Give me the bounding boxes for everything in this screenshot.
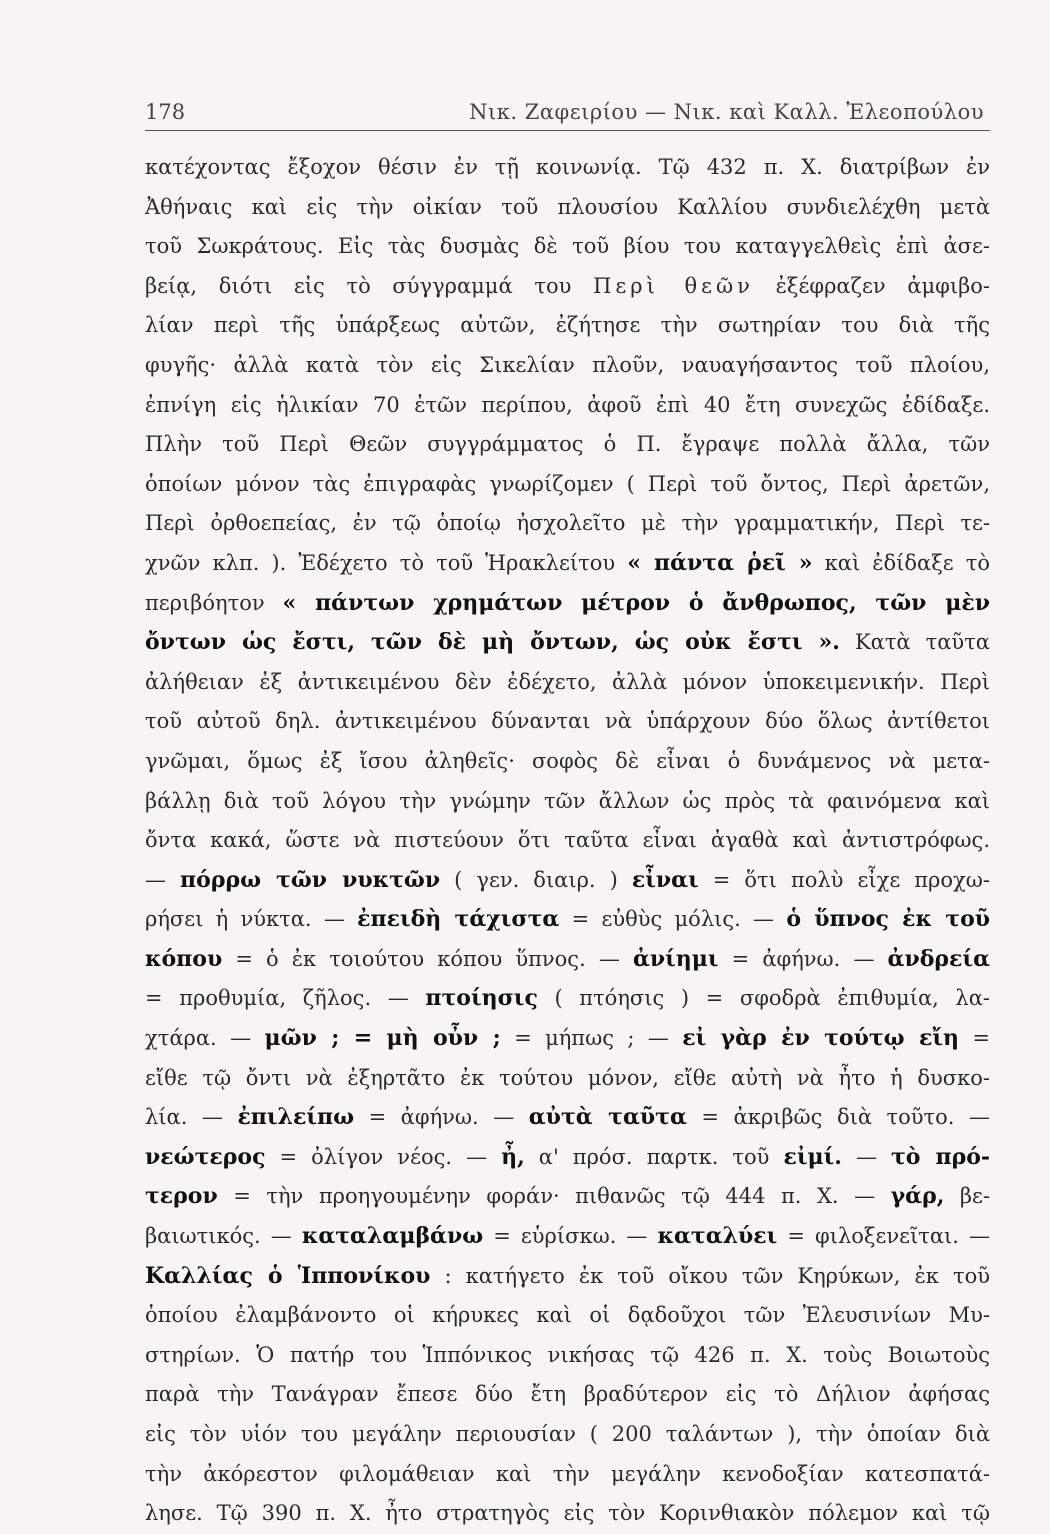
text-segment: λησε. Τῷ 390 π. Χ. ἦτο στρατηγὸς εἰς τὸν Κορινθιακὸν πόλεμον καὶ τῷ	[145, 1501, 990, 1526]
text-segment: γνῶμαι, ὅμως ἐξ ἴσου ἀληθεῖς· σοφὸς δὲ εἶναι ὁ δυνάμενος νὰ μετα-	[145, 748, 990, 773]
text-line	[145, 1098, 990, 1138]
text-segment: = τὴν προηγουμένην φοράν· πιθανῶς τῷ 444 π. Χ. —	[217, 1184, 891, 1209]
text-line	[145, 465, 990, 505]
text-segment: καὶ ἐδίδαξε τὸ	[812, 550, 990, 575]
running-title: Νικ. Ζαφειρίου — Νικ. καὶ Καλλ. Ἐλεοπούλου	[469, 100, 984, 124]
text-segment: = ὅτι πολὺ εἶχε προχω-	[698, 867, 990, 892]
bold-term: ἀνδρεία	[887, 945, 990, 972]
text-segment: : κατήγετο ἐκ τοῦ οἴκου τῶν Κηρύκων, ἐκ τοῦ	[430, 1263, 990, 1288]
text-line	[145, 1019, 990, 1059]
page-number: 178	[145, 100, 186, 124]
text-line	[145, 663, 990, 703]
text-line	[145, 940, 990, 980]
text-segment: Πλὴν τοῦ Περὶ Θεῶν συγγράμματος ὁ Π. ἔγραψε πολλὰ ἄλλα, τῶν	[145, 432, 990, 457]
bold-term: Καλλίας ὁ Ἱππονίκου	[145, 1262, 431, 1289]
bold-term: ὁ ὕπνος ἐκ τοῦ	[786, 906, 990, 933]
text-line	[145, 1494, 990, 1534]
text-segment: = εὑρίσκω. —	[483, 1224, 658, 1249]
text-segment: Κατὰ ταῦτα	[839, 630, 990, 655]
text-segment: βείᾳ, διότι εἰς τὸ σύγγραμμά του	[145, 273, 594, 298]
text-segment: φυγῆς· ἀλλὰ κατὰ τὸν εἰς Σικελίαν πλοῦν, ναυαγήσαντος τοῦ πλοίου,	[145, 352, 990, 377]
bold-term: πτοίησις	[425, 985, 538, 1012]
text-segment: παρὰ τὴν Τανάγραν ἔπεσε δύο ἔτη βραδύτερον εἰς τὸ Δήλιον ἀφήσας	[145, 1382, 990, 1407]
text-line	[145, 861, 990, 901]
text-line	[145, 1257, 990, 1297]
bold-term: ἦ,	[501, 1143, 525, 1170]
text-line	[145, 1375, 990, 1415]
bold-term: εἶναι	[631, 866, 699, 893]
page-header	[145, 96, 990, 131]
text-segment: λίαν περὶ τῆς ὑπάρξεως αὐτῶν, ἐζήτησε τὴν σωτηρίαν του διὰ τῆς	[145, 313, 990, 338]
text-line	[145, 1059, 990, 1099]
text-segment: α' πρόσ. παρτκ. τοῦ	[524, 1144, 784, 1169]
text-segment: τοῦ Σωκράτους. Εἰς τὰς δυσμὰς δὲ τοῦ βίου του καταγγελθεὶς ἐπὶ ἀσε-	[145, 234, 990, 259]
bold-term: εἰ γὰρ ἐν τούτῳ εἴη	[682, 1025, 960, 1052]
text-line	[145, 584, 990, 624]
text-line	[145, 1455, 990, 1495]
body-text	[145, 148, 990, 1534]
text-line	[145, 979, 990, 1019]
text-segment: ἐπνίγη εἰς ἡλικίαν 70 ἐτῶν περίπου, ἀφοῦ ἐπὶ 40 ἔτη συνεχῶς ἐδίδαξε.	[145, 392, 990, 417]
text-segment: ἐξέφραζεν ἀμφιβο-	[753, 273, 990, 298]
text-segment: = ἀφήνω. —	[354, 1105, 529, 1130]
text-segment: = εὐθὺς μόλις. —	[559, 907, 787, 932]
text-segment: ἀλήθειαν ἐξ ἀντικειμένου δὲν ἐδέχετο, ἀλλὰ μόνον ὑποκειμενικήν. Περὶ	[145, 669, 990, 694]
text-line	[145, 425, 990, 465]
text-segment: βαιωτικός. —	[145, 1224, 302, 1249]
text-segment: ὁποίων μόνον τὰς ἐπιγραφὰς γνωρίζομεν ( Περὶ τοῦ ὄντος, Περὶ ἀρετῶν,	[145, 471, 990, 496]
text-line	[145, 1217, 990, 1257]
bold-term: γάρ,	[890, 1183, 945, 1210]
text-segment: λία. —	[145, 1105, 238, 1130]
text-segment: Ἀθήναις καὶ εἰς τὴν οἰκίαν τοῦ πλουσίου Καλλίου συνδιελέχθη μετὰ	[145, 194, 990, 219]
text-segment: ὁποίου ἐλαμβάνοντο οἱ κήρυκες καὶ οἱ δᾳδοῦχοι τῶν Ἐλευσινίων Μυ-	[145, 1303, 990, 1328]
text-line	[145, 267, 990, 307]
bold-term: τὸ πρό-	[890, 1143, 990, 1170]
text-line	[145, 306, 990, 346]
text-segment: =	[959, 1026, 990, 1051]
text-segment: = ὁ ἐκ τοιούτου κόπου ὕπνος. —	[222, 946, 633, 971]
text-line	[145, 1336, 990, 1376]
text-segment: χτάρα. —	[145, 1026, 265, 1051]
bold-term: « πάντων χρημάτων μέτρον ὁ ἄνθρωπος, τῶν μὲν	[282, 589, 990, 616]
text-line	[145, 742, 990, 782]
text-line	[145, 702, 990, 742]
text-line	[145, 346, 990, 386]
text-segment: = ὀλίγον νέος. —	[265, 1144, 502, 1169]
text-segment: τὴν ἀκόρεστον φιλομάθειαν καὶ τὴν μεγάλην κενοδοξίαν κατεσπατά-	[145, 1461, 990, 1486]
text-line	[145, 1296, 990, 1336]
bold-term: αὐτὰ ταῦτα	[528, 1104, 687, 1131]
bold-term: τερον	[145, 1183, 218, 1210]
text-line	[145, 1415, 990, 1455]
text-line	[145, 148, 990, 188]
text-segment: τοῦ αὐτοῦ δηλ. ἀντικειμένου δύνανται νὰ ὑπάρχουν δύο ὅλως ἀντίθετοι	[145, 709, 990, 734]
bold-term: πόρρω τῶν νυκτῶν	[180, 866, 441, 893]
text-segment: ὄντα κακά, ὥστε νὰ πιστεύουν ὅτι ταῦτα εἶναι ἀγαθὰ καὶ ἀντιστρόφως.	[145, 828, 990, 853]
text-line	[145, 821, 990, 861]
text-segment: κατέχοντας ἔξοχον θέσιν ἐν τῇ κοινωνίᾳ. Τῷ 432 π. Χ. διατρίβων ἐν	[145, 155, 990, 179]
text-segment: Περὶ ὀρθοεπείας, ἐν τῷ ὁποίῳ ἠσχολεῖτο μὲ τὴν γραμματικήν, Περὶ τε-	[145, 511, 990, 536]
text-segment: χνῶν κλπ. ). Ἐδέχετο τὸ τοῦ Ἡρακλείτου	[145, 550, 628, 575]
text-segment: βε-	[944, 1184, 990, 1209]
bold-term: « πάντα ῥεῖ »	[627, 549, 813, 576]
text-line	[145, 1177, 990, 1217]
text-segment: περιβόητον	[145, 590, 283, 615]
bold-term: εἰμί.	[783, 1143, 842, 1170]
text-segment: Περὶ θεῶν	[593, 273, 754, 298]
text-line	[145, 227, 990, 267]
bold-term: ἐπειδὴ τάχιστα	[357, 906, 560, 933]
text-segment: = προθυμία, ζῆλος. —	[145, 986, 426, 1011]
text-segment: = ἀφήνω. —	[718, 946, 888, 971]
bold-term: μῶν ; = μὴ οὖν ;	[264, 1025, 501, 1052]
text-segment: = μήπως ; —	[500, 1026, 683, 1051]
text-segment: —	[841, 1144, 891, 1169]
bold-term: κόπου	[145, 945, 223, 972]
text-line	[145, 504, 990, 544]
bold-term: ὄντων ὡς ἔστι, τῶν δὲ μὴ ὄντων, ὡς οὐκ ἔστι ».	[145, 629, 840, 656]
bold-term: νεώτερος	[145, 1143, 266, 1170]
text-line	[145, 782, 990, 822]
text-segment: = ἀκριβῶς διὰ τοῦτο. —	[686, 1105, 990, 1130]
text-line	[145, 900, 990, 940]
bold-term: καταλαμβάνω	[301, 1223, 484, 1250]
text-segment: βάλλῃ διὰ τοῦ λόγου τὴν γνώμην τῶν ἄλλων ὡς πρὸς τὰ φαινόμενα καὶ	[145, 788, 990, 813]
text-segment: ( πτόησις ) = σφοδρὰ ἐπιθυμία, λα-	[537, 986, 990, 1011]
text-segment: —	[145, 867, 181, 892]
text-line	[145, 623, 990, 663]
text-line	[145, 386, 990, 426]
text-segment: ρήσει ἡ νύκτα. —	[145, 907, 358, 932]
text-segment: εἴθε τῷ ὄντι νὰ ἐξηρτᾶτο ἐκ τούτου μόνον, εἴθε αὐτὴ νὰ ἦτο ἡ δυσκο-	[145, 1065, 990, 1090]
bold-term: ἐπιλείπω	[237, 1104, 355, 1131]
text-segment: ( γεν. διαιρ. )	[440, 867, 632, 892]
text-segment: = φιλοξενεῖται. —	[777, 1224, 990, 1249]
bold-term: ἀνίημι	[632, 945, 719, 972]
text-line	[145, 1138, 990, 1178]
text-segment: στηρίων. Ὁ πατήρ του Ἱππόνικος νικήσας τῷ 426 π. Χ. τοὺς Βοιωτοὺς	[145, 1342, 990, 1367]
bold-term: καταλύει	[657, 1223, 778, 1250]
text-line	[145, 188, 990, 228]
text-line	[145, 544, 990, 584]
text-segment: εἰς τὸν υἱόν του μεγάλην περιουσίαν ( 200 ταλάντων ), τὴν ὁποίαν διὰ	[145, 1422, 990, 1446]
